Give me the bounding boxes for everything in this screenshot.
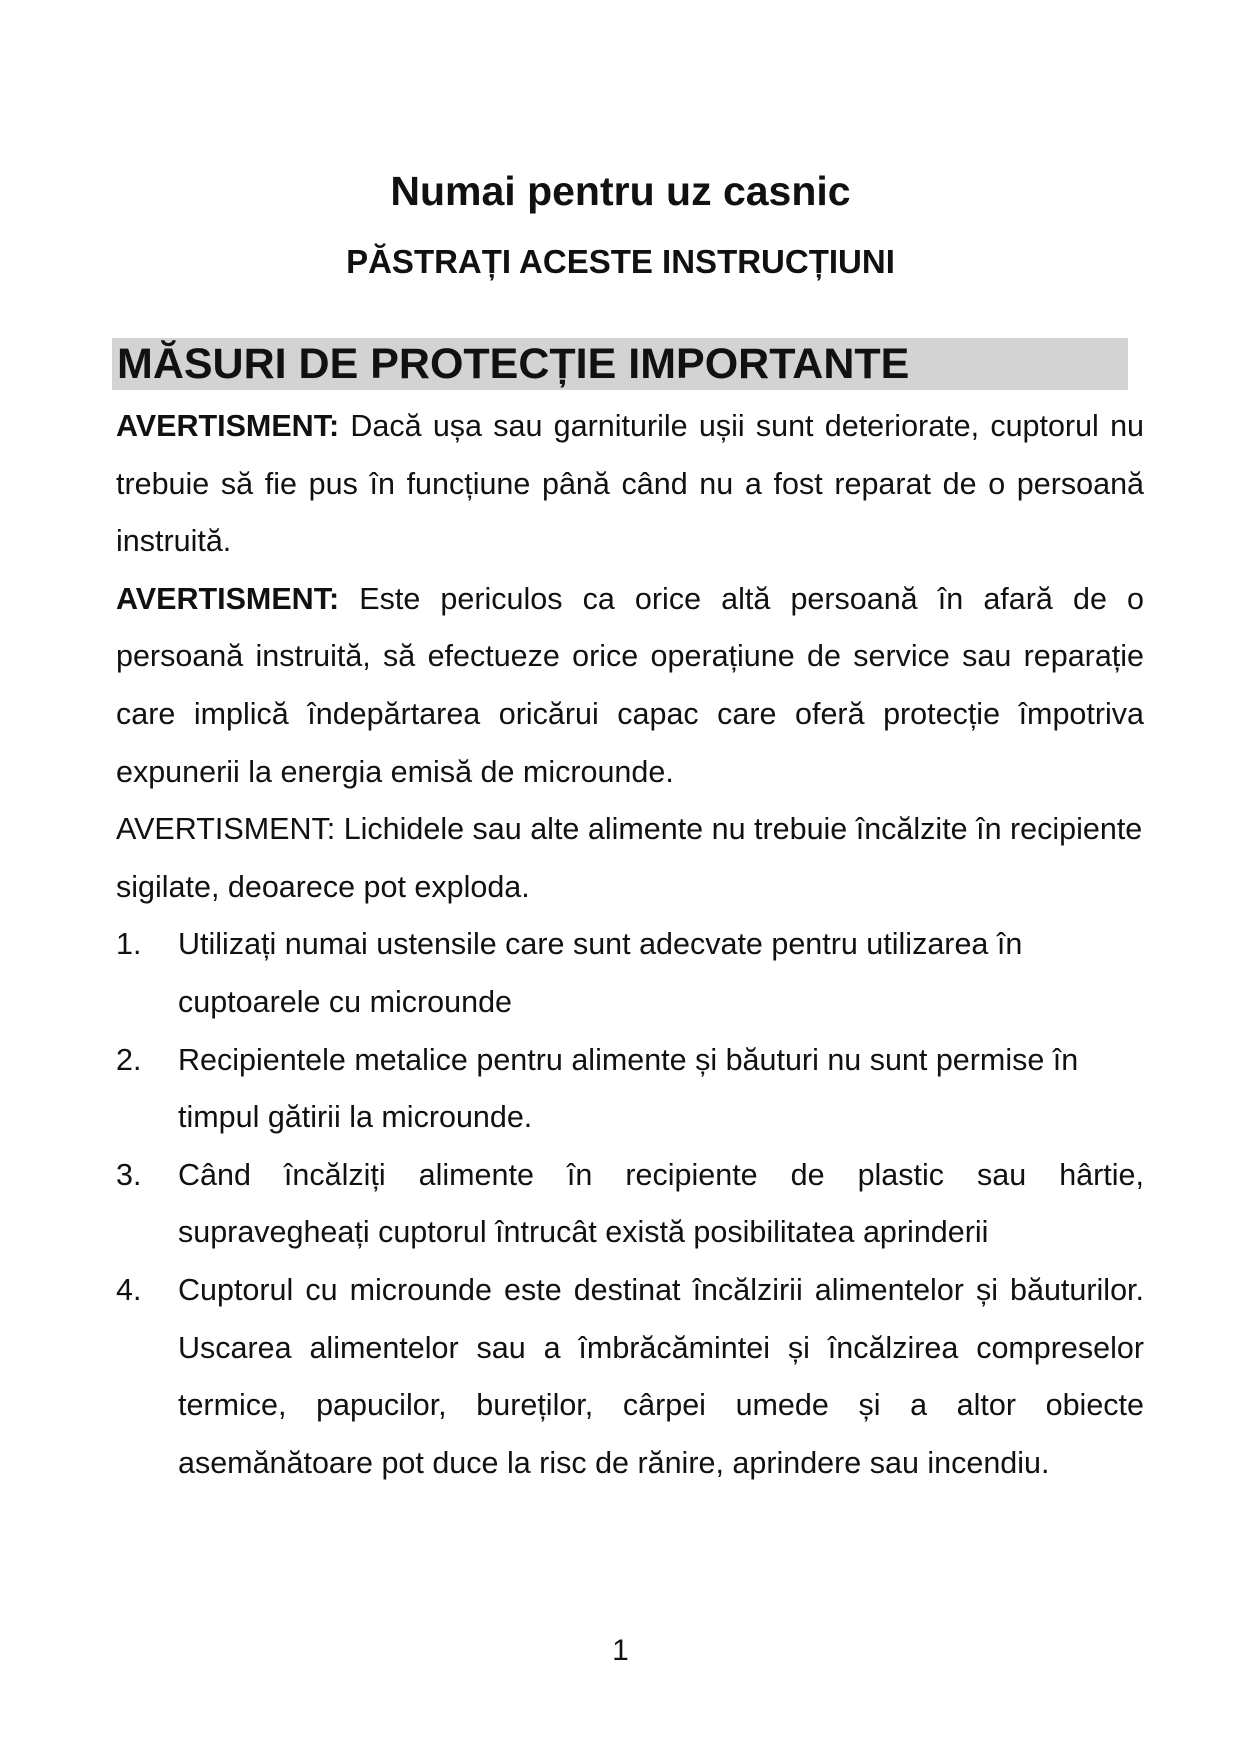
list-item: [116, 1262, 1144, 1492]
instruction-list: [116, 916, 1144, 1492]
warning-paragraph: [116, 398, 1144, 571]
list-item: [116, 1032, 1144, 1147]
list-item-number: 1.: [116, 927, 142, 962]
list-item: [116, 1147, 1144, 1262]
warning-text: Dacă ușa sau garniturile ușii sunt deteriorate, cuptorul nu trebuie să fie pus în funcțiune până când nu a fost reparat de o persoană instruită.: [116, 409, 1145, 559]
warning-label: AVERTISMENT:: [116, 581, 340, 616]
list-item: [116, 916, 1144, 1031]
list-item-text: Utilizați numai ustensile care sunt adecvate pentru utilizarea în cuptoarele cu microunde: [178, 927, 1023, 1019]
page-title: Numai pentru uz casnic: [390, 168, 851, 214]
list-item-text: Recipientele metalice pentru alimente și băuturi nu sunt permise în timpul gătirii la microunde.: [178, 1042, 1079, 1135]
list-item-number: 4.: [116, 1272, 142, 1307]
list-item-number: 3.: [116, 1157, 142, 1192]
warning-paragraph: [116, 801, 1144, 916]
list-item-text: Cuptorul cu microunde este destinat încălzirii alimentelor și băuturilor. Uscarea alimentelor sau a îmbrăcămintei și încălzirea compreselor termice, papucilor, bureților, cârpei umede și a altor obiecte asemănătoare pot duce la risc de rănire, aprindere sau incendiu.: [178, 1272, 1144, 1480]
section-heading: MĂSURI DE PROTECȚIE IMPORTANTE: [112, 338, 1128, 390]
warning-text: Este periculos ca orice altă persoană în afară de o persoană instruită, să efectueze orice operațiune de service sau reparație care implică îndepărtarea oricărui capac care oferă protecție împotriva expunerii la energia emisă de microunde.: [116, 581, 1144, 789]
warning-label: AVERTISMENT:: [116, 812, 336, 847]
warning-paragraph: [116, 571, 1144, 801]
page-subtitle: PĂSTRAȚI ACESTE INSTRUCȚIUNI: [346, 243, 895, 280]
list-item-text: Când încălziți alimente în recipiente de plastic sau hârtie, supravegheați cuptorul întrucât există posibilitatea aprinderii: [178, 1157, 1144, 1250]
document-body: [116, 398, 1144, 1492]
list-item-number: 2.: [116, 1042, 142, 1077]
warning-text: Lichidele sau alte alimente nu trebuie încălzite în recipiente sigilate, deoarece pot exploda.: [116, 812, 1143, 904]
warning-label: AVERTISMENT:: [116, 409, 340, 443]
page-number: 1: [612, 1634, 629, 1667]
